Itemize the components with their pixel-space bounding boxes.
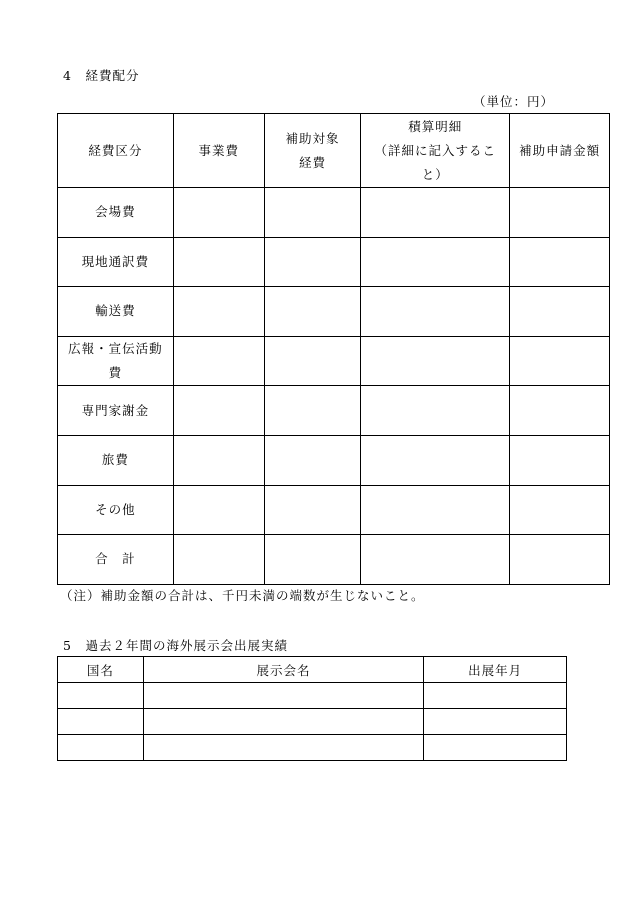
cell-project-cost[interactable] <box>173 287 264 337</box>
header-exhibition: 展示会名 <box>143 657 423 683</box>
table-row <box>58 386 610 436</box>
table-row <box>58 237 610 287</box>
row-category-line1: 広報・宣伝活動 <box>68 341 163 357</box>
cell-requested-amount[interactable] <box>510 237 610 287</box>
cell-breakdown[interactable] <box>361 535 510 585</box>
header-requested-amount: 補助申請金額 <box>510 114 610 188</box>
table-row-total <box>58 535 610 585</box>
table-row <box>58 336 610 386</box>
row-category-total: 合 計 <box>58 535 174 585</box>
row-category: 現地通訳費 <box>58 237 174 287</box>
cell-project-cost[interactable] <box>173 485 264 535</box>
table-row <box>58 485 610 535</box>
cell-year-month[interactable] <box>424 683 567 709</box>
cell-country[interactable] <box>58 683 144 709</box>
cell-breakdown[interactable] <box>361 188 510 238</box>
cell-eligible-cost[interactable] <box>264 287 361 337</box>
cell-eligible-cost[interactable] <box>264 188 361 238</box>
cell-breakdown[interactable] <box>361 237 510 287</box>
row-category-line2: 費 <box>108 365 123 381</box>
cell-country[interactable] <box>58 709 144 735</box>
header-eligible-cost-line1: 補助対象 <box>285 130 340 146</box>
table-row <box>58 735 567 761</box>
cell-breakdown[interactable] <box>361 336 510 386</box>
section5-title: 5 過去２年間の海外展示会出展実績 <box>63 638 288 653</box>
cell-breakdown[interactable] <box>361 386 510 436</box>
row-category: 輸送費 <box>58 287 174 337</box>
cell-requested-amount[interactable] <box>510 336 610 386</box>
header-eligible-cost-line2: 経費 <box>299 154 327 170</box>
cell-exhibition[interactable] <box>143 735 423 761</box>
cell-requested-amount[interactable] <box>510 386 610 436</box>
cell-year-month[interactable] <box>424 709 567 735</box>
budget-note: （注）補助金額の合計は、千円未満の端数が生じないこと。 <box>60 588 425 603</box>
cell-year-month[interactable] <box>424 735 567 761</box>
header-project-cost: 事業費 <box>173 114 264 188</box>
cell-project-cost[interactable] <box>173 535 264 585</box>
section4-title: 4 経費配分 <box>63 68 140 83</box>
cell-eligible-cost[interactable] <box>264 485 361 535</box>
cell-requested-amount[interactable] <box>510 287 610 337</box>
row-category <box>58 336 174 386</box>
cell-project-cost[interactable] <box>173 336 264 386</box>
exhibit-header-row <box>58 657 567 683</box>
cell-project-cost[interactable] <box>173 386 264 436</box>
header-country: 国名 <box>58 657 144 683</box>
header-breakdown-line2: （詳細に記入するこ <box>374 142 497 158</box>
cell-requested-amount[interactable] <box>510 485 610 535</box>
table-row <box>58 188 610 238</box>
row-category: 専門家謝金 <box>58 386 174 436</box>
cell-eligible-cost[interactable] <box>264 386 361 436</box>
table-row <box>58 435 610 485</box>
header-year-month: 出展年月 <box>424 657 567 683</box>
cell-requested-amount[interactable] <box>510 535 610 585</box>
cell-project-cost[interactable] <box>173 188 264 238</box>
row-category: その他 <box>58 485 174 535</box>
cell-country[interactable] <box>58 735 144 761</box>
header-breakdown <box>361 114 510 188</box>
cell-exhibition[interactable] <box>143 709 423 735</box>
cell-eligible-cost[interactable] <box>264 535 361 585</box>
cell-breakdown[interactable] <box>361 287 510 337</box>
header-category: 経費区分 <box>58 114 174 188</box>
header-eligible-cost <box>264 114 361 188</box>
cell-breakdown[interactable] <box>361 435 510 485</box>
table-row <box>58 287 610 337</box>
table-row <box>58 683 567 709</box>
cell-eligible-cost[interactable] <box>264 336 361 386</box>
cell-requested-amount[interactable] <box>510 188 610 238</box>
unit-label: （単位：円） <box>472 94 554 109</box>
cell-eligible-cost[interactable] <box>264 435 361 485</box>
cell-project-cost[interactable] <box>173 237 264 287</box>
row-category: 会場費 <box>58 188 174 238</box>
exhibition-history-table <box>57 656 567 761</box>
table-row <box>58 709 567 735</box>
cell-requested-amount[interactable] <box>510 435 610 485</box>
cell-exhibition[interactable] <box>143 683 423 709</box>
header-breakdown-line1: 積算明細 <box>408 118 463 134</box>
header-breakdown-line3: と） <box>421 166 449 182</box>
budget-header-row <box>58 114 610 188</box>
cell-project-cost[interactable] <box>173 435 264 485</box>
row-category: 旅費 <box>58 435 174 485</box>
budget-allocation-table <box>57 113 610 585</box>
cell-breakdown[interactable] <box>361 485 510 535</box>
cell-eligible-cost[interactable] <box>264 237 361 287</box>
